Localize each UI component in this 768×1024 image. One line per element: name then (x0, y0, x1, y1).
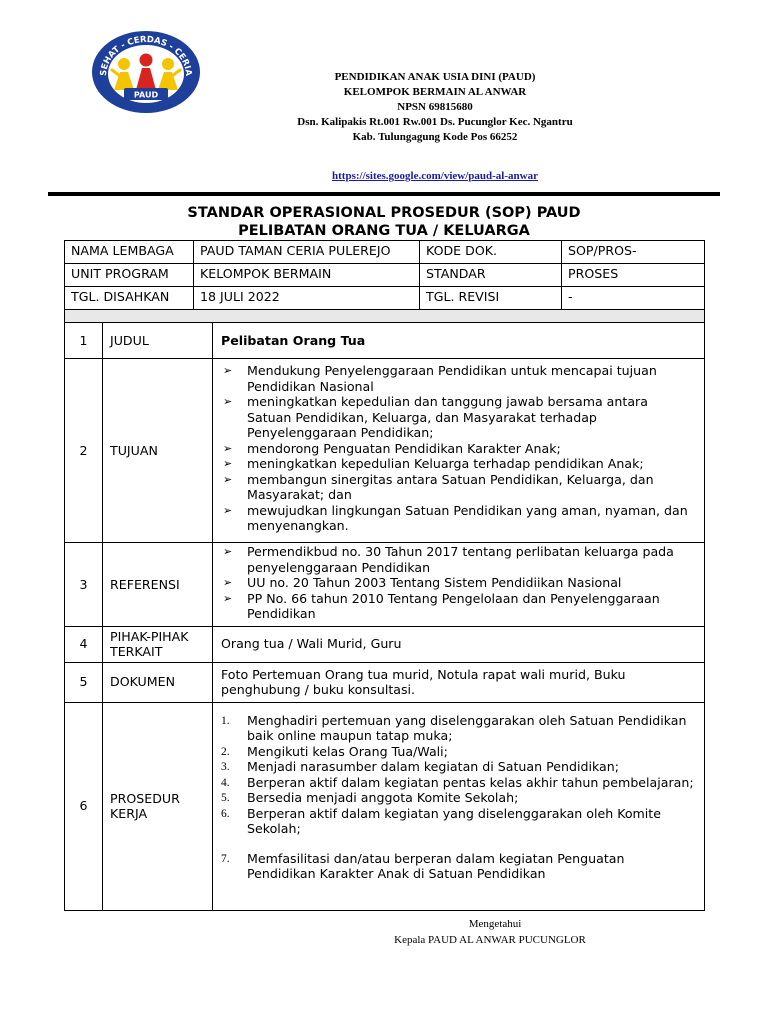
row-number: 4 (65, 626, 103, 662)
step-number: 4. (221, 776, 230, 789)
row-content: Foto Pertemuan Orang tua murid, Notula rapat wali murid, Buku penghubung / buku konsultasi. (213, 662, 705, 702)
info-value: - (562, 287, 705, 310)
info-label: TGL. DISAHKAN (65, 287, 194, 310)
list-item (221, 713, 696, 744)
row-label: REFERENSI (103, 543, 213, 627)
step-number: 1. (221, 714, 230, 727)
info-value: PROSES (562, 264, 705, 287)
list-spacer (221, 837, 696, 851)
prosedur-list (221, 713, 696, 882)
list-item (221, 806, 696, 837)
info-label: KODE DOK. (420, 241, 562, 264)
list-item: ➢ meningkatkan kepedulian Keluarga terhadap pendidikan Anak; (221, 456, 696, 472)
letterhead (230, 70, 640, 145)
tujuan-list (221, 363, 696, 534)
table-row (65, 241, 705, 264)
table-row (65, 662, 705, 702)
signature-acknowledged: Mengetahui (468, 918, 522, 930)
table-row (65, 264, 705, 287)
row-label: PROSEDUR KERJA (103, 702, 213, 910)
row-content (213, 359, 705, 543)
list-item (221, 851, 696, 882)
list-item: ➢ mendorong Penguatan Pendidikan Karakter Anak; (221, 441, 696, 457)
info-value: PAUD TAMAN CERIA PULEREJO (194, 241, 420, 264)
list-item (221, 775, 696, 791)
row-number: 3 (65, 543, 103, 627)
step-text: Bersedia menjadi anggota Komite Sekolah; (247, 790, 519, 805)
shaded-cell (65, 310, 705, 323)
step-number: 3. (221, 761, 230, 773)
info-value: KELOMPOK BERMAIN (194, 264, 420, 287)
step-text: Berperan aktif dalam kegiatan yang diselenggarakan oleh Komite Sekolah; (247, 805, 661, 836)
row-label: PIHAK-PIHAK TERKAIT (103, 626, 213, 662)
info-value: 18 JULI 2022 (194, 287, 420, 310)
document-title (64, 204, 704, 240)
row-content (213, 702, 705, 910)
list-item (221, 744, 696, 760)
row-content (213, 543, 705, 627)
logo-motto: SEHAT - CERDAS - CERIA (98, 34, 194, 77)
website-link[interactable]: https://sites.google.com/view/paud-al-anwar (332, 170, 538, 182)
letterhead-institution: PENDIDIKAN ANAK USIA DINI (PAUD) (334, 71, 536, 83)
list-item (221, 759, 696, 775)
list-item: ➢ UU no. 20 Tahun 2003 Tentang Sistem Pendidiikan Nasional (221, 575, 696, 591)
table-row (65, 287, 705, 310)
info-label: STANDAR (420, 264, 562, 287)
info-label: UNIT PROGRAM (65, 264, 194, 287)
header-divider (48, 192, 720, 196)
step-text: Menghadiri pertemuan yang diselenggarakan oleh Satuan Pendidikan baik online maupun tatap muka; (247, 712, 687, 743)
info-table (64, 240, 705, 323)
row-content: Orang tua / Wali Murid, Guru (213, 626, 705, 662)
step-number: 5. (221, 792, 230, 804)
list-item: ➢ PP No. 66 tahun 2010 Tentang Pengelolaan dan Penyelenggaraan Pendidikan (221, 591, 696, 622)
referensi-list (221, 544, 696, 622)
table-row (65, 702, 705, 910)
row-label: TUJUAN (103, 359, 213, 543)
list-item: ➢ Permendikbud no. 30 Tahun 2017 tentang perlibatan keluarga pada penyelenggaraan Pendidikan (221, 544, 696, 575)
letterhead-school-name: KELOMPOK BERMAIN AL ANWAR (343, 86, 527, 98)
list-item: ➢ membangun sinergitas antara Satuan Pendidikan, Keluarga, dan Masyarakat; dan (221, 472, 696, 503)
letterhead-npsn: NPSN 69815680 (397, 101, 473, 113)
list-item: ➢ meningkatkan kepedulian dan tanggung jawab bersama antara Satuan Pendidikan, Keluarga, dan Masyarakat terhadap Penyelenggaraan Pendidikan; (221, 394, 696, 441)
table-row (65, 359, 705, 543)
row-content: Pelibatan Orang Tua (213, 323, 705, 359)
signature-title: Kepala PAUD AL ANWAR PUCUNGLOR (394, 934, 586, 946)
row-label: JUDUL (103, 323, 213, 359)
table-row (65, 626, 705, 662)
row-number: 6 (65, 702, 103, 910)
list-item: ➢ Mendukung Penyelenggaraan Pendidikan untuk mencapai tujuan Pendidikan Nasional (221, 363, 696, 394)
title-line-2: PELIBATAN ORANG TUA / KELUARGA (238, 223, 530, 239)
table-row (65, 543, 705, 627)
step-text: Berperan aktif dalam kegiatan pentas kelas akhir tahun pembelajaran; (247, 774, 694, 790)
list-item: ➢ mewujudkan lingkungan Satuan Pendidikan yang aman, nyaman, dan menyenangkan. (221, 503, 696, 534)
row-label: DOKUMEN (103, 662, 213, 702)
info-label: NAMA LEMBAGA (65, 241, 194, 264)
row-number: 5 (65, 662, 103, 702)
step-number: 2. (221, 745, 230, 758)
letterhead-address: Dsn. Kalipakis Rt.001 Rw.001 Ds. Pucunglor Kec. Ngantru (297, 116, 573, 128)
step-number: 7. (221, 852, 230, 865)
title-line-1: STANDAR OPERASIONAL PROSEDUR (SOP) PAUD (187, 205, 581, 221)
info-value: SOP/PROS- (562, 241, 705, 264)
shaded-spacer-row (65, 310, 705, 323)
list-item (221, 790, 696, 806)
letterhead-region: Kab. Tulungagung Kode Pos 66252 (352, 131, 518, 143)
logo-label: PAUD (133, 90, 159, 100)
row-number: 1 (65, 323, 103, 359)
step-number: 6. (221, 807, 230, 820)
info-label: TGL. REVISI (420, 287, 562, 310)
sop-table (64, 322, 705, 911)
row-number: 2 (65, 359, 103, 543)
step-text: Menjadi narasumber dalam kegiatan di Satuan Pendidikan; (247, 759, 619, 774)
step-text: Memfasilitasi dan/atau berperan dalam kegiatan Penguatan Pendidikan Karakter Anak di Satuan Pendidikan (247, 850, 625, 881)
paud-logo (90, 28, 202, 114)
table-row (65, 323, 705, 359)
step-text: Mengikuti kelas Orang Tua/Wali; (247, 743, 448, 759)
